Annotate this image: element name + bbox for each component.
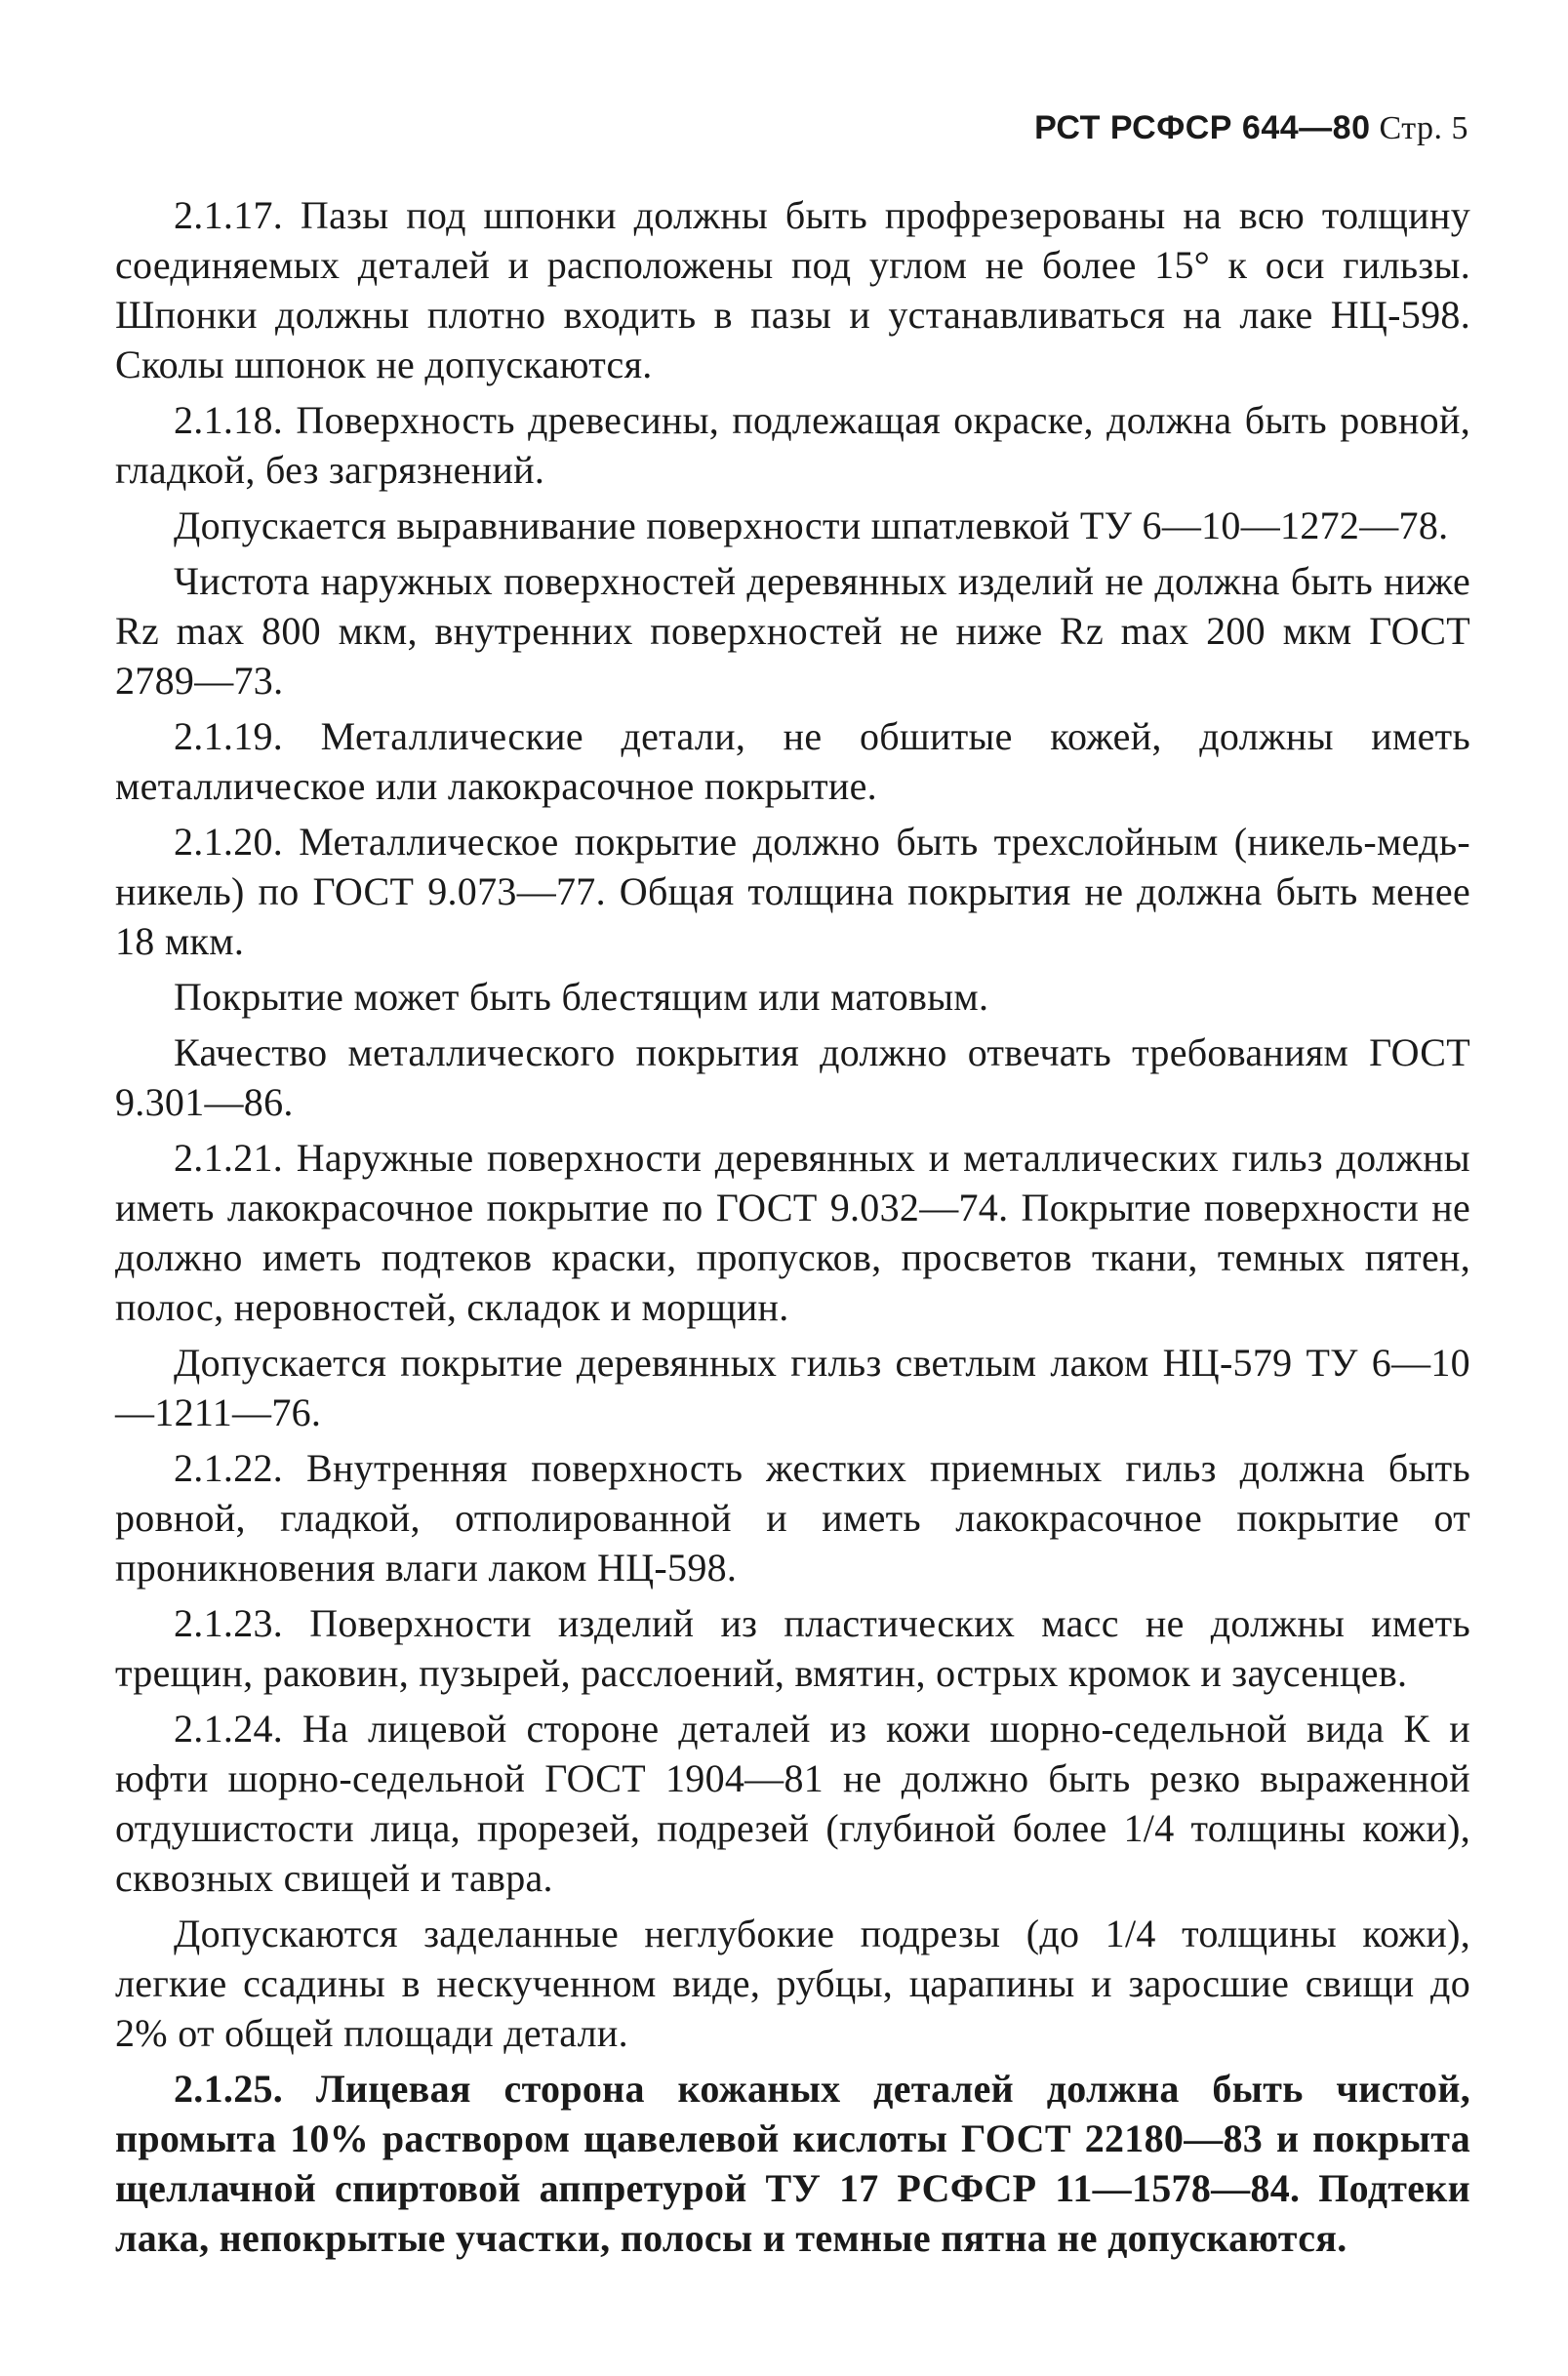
clause-2-1-22: 2.1.22. Внутренняя поверхность жестких приемных гильз должна быть ровной, гладкой, отполированной и иметь лакокрасочное покрытие от проникновения влаги лаком НЦ-598.	[115, 1446, 1470, 1590]
clause-2-1-19: 2.1.19. Металлические детали, не обшитые кожей, должны иметь металлическое или лакокрасочное покрытие.	[115, 714, 1470, 808]
paragraph-putty-allowed: Допускается выравнивание поверхности шпатлевкой ТУ 6—10—1272—78.	[174, 503, 1449, 547]
paragraph-light-lacquer: Допускается покрытие деревянных гильз светлым лаком НЦ-579 ТУ 6—10—1211—76.	[115, 1341, 1470, 1434]
clause-2-1-20: 2.1.20. Металлическое покрытие должно быть трехслойным (никель-медь-никель) по ГОСТ 9.073—77. Общая толщина покрытия не должна быть менее 18 мкм.	[115, 820, 1470, 963]
page-number: Стр. 5	[1379, 110, 1468, 146]
paragraph-coating-quality: Качество металлического покрытия должно отвечать требованиям ГОСТ 9.301—86.	[115, 1030, 1470, 1124]
paragraph-coating-finish: Покрытие может быть блестящим или матовым.	[174, 975, 989, 1019]
clause-2-1-17: 2.1.17. Пазы под шпонки должны быть профрезерованы на всю толщину соединяемых деталей и расположены под углом не более 15° к оси гильзы. Шпонки должны плотно входить в пазы и устанавливаться на лаке НЦ-598. Сколы шпонок не допускаются.	[115, 193, 1470, 386]
clause-2-1-24: 2.1.24. На лицевой стороне деталей из кожи шорно-седельной вида К и юфти шорно-седельной ГОСТ 1904—81 не должно быть резко выраженной отдушистости лица, прорезей, подрезей (глубиной более 1/4 толщины кожи), сквозных свищей и тавра.	[115, 1707, 1470, 1900]
clause-2-1-21: 2.1.21. Наружные поверхности деревянных и металлических гильз должны иметь лакокрасочное покрытие по ГОСТ 9.032—74. Покрытие поверхности не должно иметь подтеков краски, пропусков, просветов ткани, темных пятен, полос, неровностей, складок и морщин.	[115, 1136, 1470, 1329]
clause-2-1-25: 2.1.25. Лицевая сторона кожаных деталей должна быть чистой, промыта 10% раствором щавелевой кислоты ГОСТ 22180—83 и покрыта щеллачной спиртовой аппретурой ТУ 17 РСФСР 11—1578—84. Подтеки лака, непокрытые участки, полосы и темные пятна не допускаются.	[115, 2067, 1470, 2260]
paragraph-surface-roughness: Чистота наружных поверхностей деревянных изделий не должна быть ниже Rz max 800 мкм, внутренних поверхностей не ниже Rz max 200 мкм ГОСТ 2789—73.	[115, 559, 1470, 703]
page-header	[115, 109, 1468, 147]
paragraph-allowed-defects: Допускаются заделанные неглубокие подрезы (до 1/4 толщины кожи), легкие ссадины в нескученном виде, рубцы, царапины и заросшие свищи до 2% от общей площади детали.	[115, 1912, 1470, 2055]
standard-number: РСТ РСФСР 644—80	[1034, 109, 1371, 146]
clause-2-1-18: 2.1.18. Поверхность древесины, подлежащая окраске, должна быть ровной, гладкой, без загрязнений.	[115, 398, 1470, 492]
document-body	[115, 190, 1470, 2263]
clause-2-1-23: 2.1.23. Поверхности изделий из пластических масс не должны иметь трещин, раковин, пузырей, расслоений, вмятин, острых кромок и заусенцев.	[115, 1601, 1470, 1695]
